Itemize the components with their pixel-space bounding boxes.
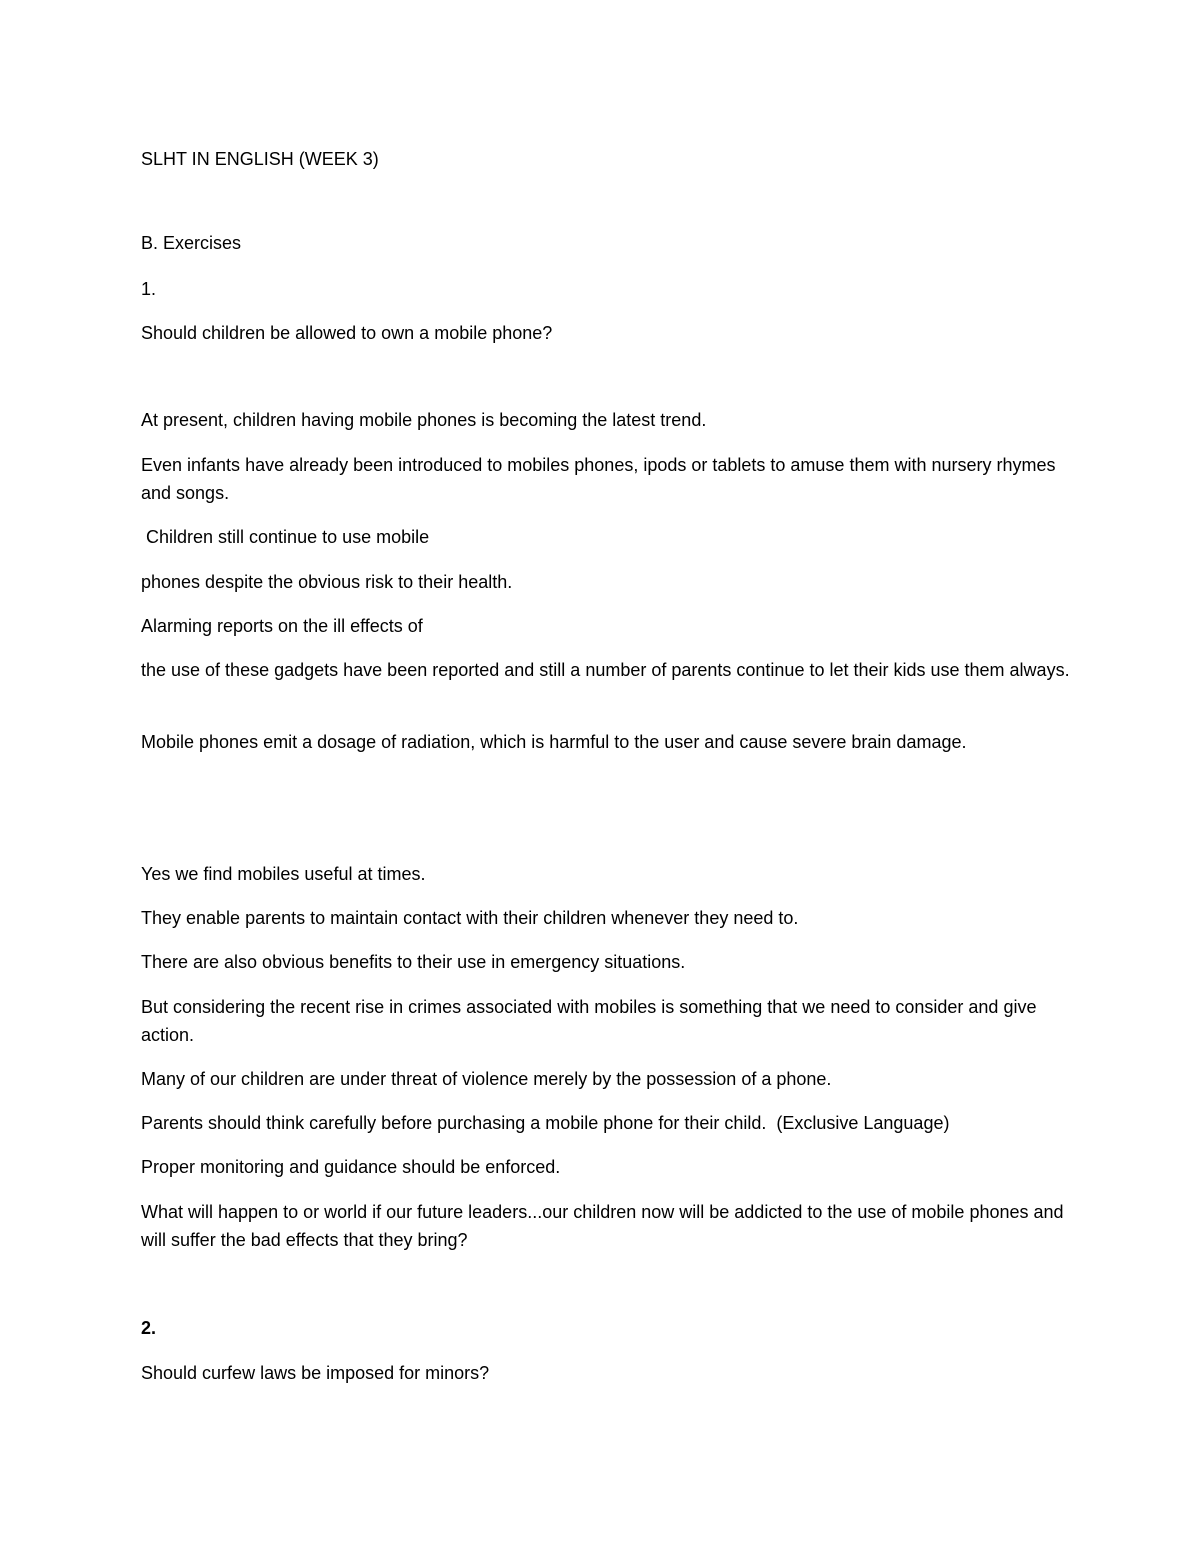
paragraph-6: the use of these gadgets have been reported and still a number of parents continue to let their kids use them always. [141,660,1070,680]
item-number-2: 2. [141,1318,157,1338]
paragraph-3: Children still continue to use mobile [141,527,430,547]
paragraph-13: Parents should think carefully before purchasing a mobile phone for their child. (Exclusive Language) [141,1113,950,1133]
paragraph-2: Even infants have already been introduced to mobiles phones, ipods or tablets to amuse them with nursery rhymes and songs. [141,455,1056,503]
paragraph-15: What will happen to or world if our future leaders...our children now will be addicted to the use of mobile phones and will suffer the bad effects that they bring? [141,1202,1064,1250]
paragraph-9: They enable parents to maintain contact with their children whenever they need to. [141,908,799,928]
item-number-1: 1. [141,279,157,299]
paragraph-4: phones despite the obvious risk to their health. [141,572,513,592]
paragraph-8: Yes we find mobiles useful at times. [141,864,426,884]
paragraph-11: But considering the recent rise in crimes associated with mobiles is something that we need to consider and give action. [141,997,1037,1045]
item-question-1: Should children be allowed to own a mobile phone? [141,323,553,343]
paragraph-10: There are also obvious benefits to their use in emergency situations. [141,952,686,972]
paragraph-14: Proper monitoring and guidance should be enforced. [141,1157,561,1177]
item-question-2: Should curfew laws be imposed for minors? [141,1363,490,1383]
paragraph-7: Mobile phones emit a dosage of radiation, which is harmful to the user and cause severe brain damage. [141,732,967,752]
paragraph-12: Many of our children are under threat of violence merely by the possession of a phone. [141,1069,832,1089]
document-title: SLHT IN ENGLISH (WEEK 3) [141,149,379,169]
section-heading: B. Exercises [141,233,242,253]
paragraph-5: Alarming reports on the ill effects of [141,616,423,636]
paragraph-1: At present, children having mobile phones is becoming the latest trend. [141,410,707,430]
